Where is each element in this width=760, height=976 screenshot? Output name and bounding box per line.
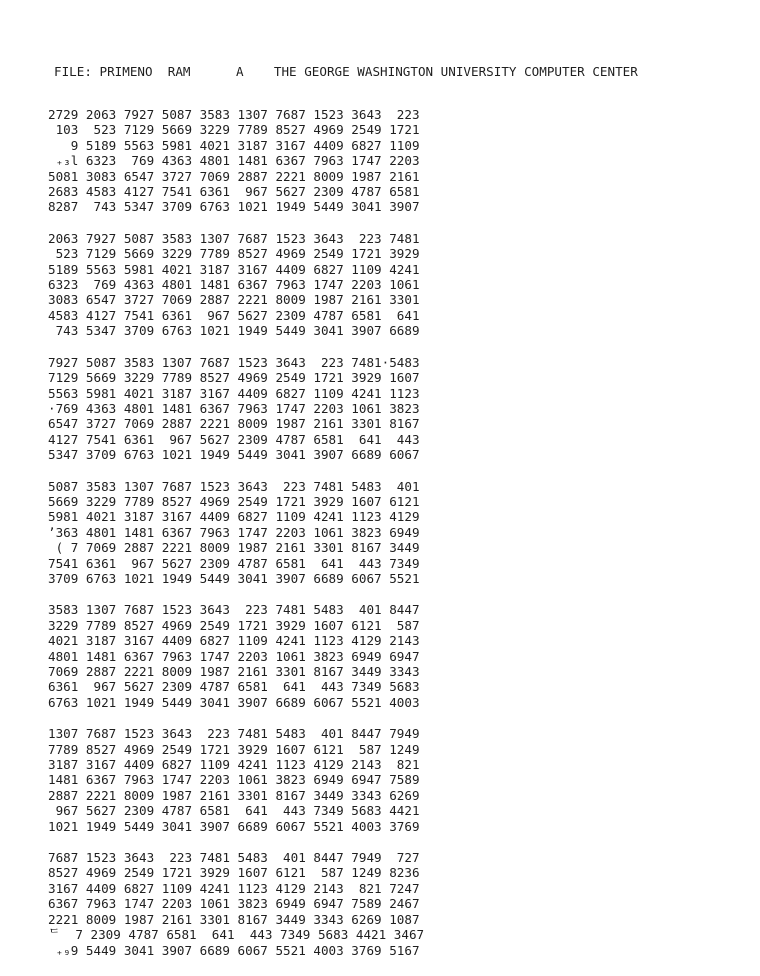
number-row: ₊₉9 5449 3041 3907 6689 6067 5521 4003 3769 5167 — [48, 942, 420, 958]
number-row: 7069 2887 2221 8009 1987 2161 3301 8167 3449 3343 — [48, 664, 420, 679]
number-row: 5563 5981 4021 3187 3167 4409 6827 1109 4241 1123 — [48, 385, 420, 401]
number-row: 6367 7963 1747 2203 1061 3823 6949 6947 7589 2467 — [48, 896, 420, 912]
number-row: 8287 743 5347 3709 6763 1021 1949 5449 3041 3907 — [48, 199, 420, 215]
number-row: 8527 4969 2549 1721 3929 1607 6121 587 1249 8236 — [48, 865, 420, 881]
number-row: 2683 4583 4127 7541 6361 967 5627 2309 4787 6581 — [48, 184, 420, 200]
number-row: 7927 5087 3583 1307 7687 1523 3643 223 7481·5483 — [48, 354, 420, 370]
number-row: 7687 1523 3643 223 7481 5483 401 8447 7949 727 — [48, 850, 420, 866]
number-row: 7789 8527 4969 2549 1721 3929 1607 6121 587 1249 — [48, 741, 420, 757]
number-row: 5189 5563 5981 4021 3187 3167 4409 6827 1109 4241 — [48, 261, 420, 277]
number-row: 1307 7687 1523 3643 223 7481 5483 401 8447 7949 — [48, 726, 420, 742]
number-block — [48, 479, 424, 587]
number-row: 2221 8009 1987 2161 3301 8167 3449 3343 6269 1087 — [48, 911, 420, 927]
number-row: 967 5627 2309 4787 6581 641 443 7349 5683 4421 — [48, 803, 420, 819]
number-block — [48, 231, 424, 339]
number-block — [48, 107, 424, 215]
number-row: 3083 6547 3727 7069 2887 2221 8009 1987 2161 3301 — [48, 292, 420, 308]
number-row: ᄃ 7 2309 4787 6581 641 443 7349 5683 4421 3467 — [48, 927, 425, 943]
number-table — [48, 107, 424, 974]
number-block — [48, 726, 424, 834]
number-row: 1021 1949 5449 3041 3907 6689 6067 5521 4003 3769 — [48, 818, 420, 834]
number-row: 3229 7789 8527 4969 2549 1721 3929 1607 6121 587 — [48, 617, 420, 633]
file-header: FILE: PRIMENO RAM A THE GEORGE WASHINGTON UNIVERSITY COMPUTER CENTER — [54, 64, 638, 79]
number-row: 5347 3709 6763 1021 1949 5449 3041 3907 6689 6067 — [48, 447, 420, 463]
number-row: 4583 4127 7541 6361 967 5627 2309 4787 6581 641 — [48, 307, 420, 323]
number-row: ʼ363 4801 1481 6367 7963 1747 2203 1061 3823 6949 — [48, 524, 420, 540]
number-block — [48, 602, 424, 710]
number-row: ( 7 7069 2887 2221 8009 1987 2161 3301 8167 3449 — [48, 540, 420, 556]
number-row: 6547 3727 7069 2887 2221 8009 1987 2161 3301 8167 — [48, 416, 420, 432]
number-row: 6323 769 4363 4801 1481 6367 7963 1747 2203 1061 — [48, 277, 420, 293]
number-row: 2063 7927 5087 3583 1307 7687 1523 3643 223 7481 — [48, 230, 420, 246]
number-row: 6361 967 5627 2309 4787 6581 641 443 7349 5683 — [48, 679, 420, 695]
number-row: 743 5347 3709 6763 1021 1949 5449 3041 3907 6689 — [48, 323, 420, 339]
number-row: ₊₃l 6323 769 4363 4801 1481 6367 7963 1747 2203 — [48, 153, 420, 169]
number-row: 2887 2221 8009 1987 2161 3301 8167 3449 3343 6269 — [48, 787, 420, 803]
number-row: 4127 7541 6361 967 5627 2309 4787 6581 641 443 — [48, 431, 420, 447]
number-row: 7541 6361 967 5627 2309 4787 6581 641 443 7349 — [48, 555, 420, 571]
number-block — [48, 355, 424, 463]
number-row: 5087 3583 1307 7687 1523 3643 223 7481 5483 401 — [48, 478, 420, 494]
number-row: 7129 5669 3229 7789 8527 4969 2549 1721 3929 1607 — [48, 370, 420, 386]
number-row: 5669 3229 7789 8527 4969 2549 1721 3929 1607 6121 — [48, 493, 420, 509]
number-row: 6763 1021 1949 5449 3041 3907 6689 6067 5521 4003 — [48, 694, 420, 710]
number-row: 9 5189 5563 5981 4021 3187 3167 4409 6827 1109 — [48, 137, 420, 153]
number-row: 1481 6367 7963 1747 2203 1061 3823 6949 6947 7589 — [48, 772, 420, 788]
number-row: 523 7129 5669 3229 7789 8527 4969 2549 1721 3929 — [48, 246, 420, 262]
number-row: 3583 1307 7687 1523 3643 223 7481 5483 401 8447 — [48, 602, 420, 618]
number-block — [48, 850, 424, 958]
number-row: 2729 2063 7927 5087 3583 1307 7687 1523 3643 223 — [48, 107, 420, 122]
number-row: 4021 3187 3167 4409 6827 1109 4241 1123 4129 2143 — [48, 633, 420, 649]
number-row: 5081 3083 6547 3727 7069 2887 2221 8009 1987 2161 — [48, 168, 420, 184]
number-row: 3709 6763 1021 1949 5449 3041 3907 6689 6067 5521 — [48, 570, 420, 586]
number-row: 5981 4021 3187 3167 4409 6827 1109 4241 1123 4129 — [48, 509, 420, 525]
number-row: 4801 1481 6367 7963 1747 2203 1061 3823 6949 6947 — [48, 648, 420, 664]
number-row: 103 523 7129 5669 3229 7789 8527 4969 2549 1721 — [48, 122, 420, 138]
number-row: 3187 3167 4409 6827 1109 4241 1123 4129 2143 821 — [48, 757, 420, 773]
number-row: 3167 4409 6827 1109 4241 1123 4129 2143 821 7247 — [48, 880, 420, 896]
number-row: ·769 4363 4801 1481 6367 7963 1747 2203 1061 3823 — [48, 400, 420, 416]
